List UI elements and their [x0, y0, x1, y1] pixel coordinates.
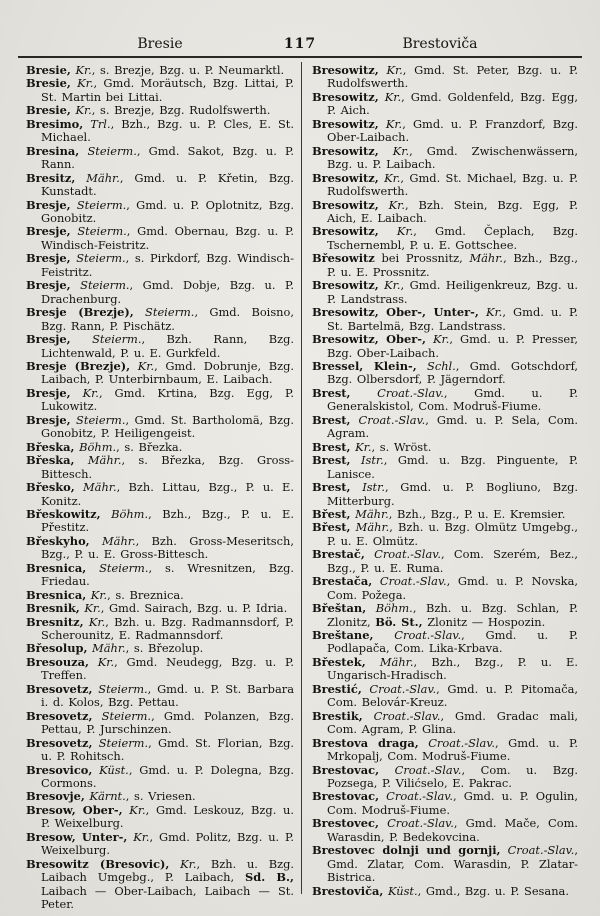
gazetteer-entry: Brestovac, Croat.-Slav., Com. u. Bzg. Pozsega, P. Vilićselo, E. Pakrac. [312, 762, 578, 791]
gazetteer-entry: Bresowitz, Ober-, Kr., Gmd. u. P. Presser, Bzg. Ober-Laibach. [312, 332, 578, 360]
catchword-left: Bresie [137, 36, 183, 52]
gazetteer-entry: Bresitz, Mähr., Gmd. u. P. Křetin, Bzg. Kunstadt. [26, 170, 294, 199]
gazetteer-entry: Bresje, Steierm., Gmd. St. Bartholomä, Bzg. Gonobitz, P. Heiligengeist. [26, 412, 294, 441]
gazetteer-entry: Bresimo, Trl., Bzh., Bzg. u. P. Cles, E. St. Michael. [26, 116, 294, 145]
gazetteer-entry: Bresowitz, Kr., Gmd. Čeplach, Bzg. Tschernembl, P. u. E. Gottschee. [312, 224, 578, 252]
gazetteer-entry: Bresje (Brezje), Steierm., Gmd. Boisno, Bzg. Rann, P. Pischätz. [26, 305, 294, 333]
gazetteer-entry: Břeskowitz, Böhm., Bzh., Bzg., P. u. E. Přestitz. [26, 506, 294, 535]
gazetteer-entry: Bresouza, Kr., Gmd. Neudegg, Bzg. u. P. Treffen. [26, 654, 294, 683]
gazetteer-entry: Bresje, Steierm., Gmd. Obernau, Bzg. u. P. Windisch-Feistritz. [26, 224, 295, 252]
gazetteer-entry: Brestača, Croat.-Slav., Gmd. u. P. Novska, Com. Požega. [312, 574, 578, 602]
gazetteer-entry: Bresje, Steierm., Gmd. u. P. Oplotnitz, Bzg. Gonobitz. [26, 197, 295, 225]
gazetteer-entry: Brestovac, Croat.-Slav., Gmd. u. P. Ogulin, Com. Modruš-Fiume. [312, 789, 579, 817]
gazetteer-entry: Bresowitz, Kr., Gmd. St. Peter, Bzg. u. P. Rudolfswerth. [312, 63, 578, 91]
gazetteer-entry: Bresowitz, Kr., Gmd. Goldenfeld, Bzg. Egg, P. Aich. [312, 89, 578, 118]
gazetteer-entry: Bresnica, Kr., s. Breznica. [26, 587, 184, 602]
gazetteer-entry: Břest, Mähr., Bzh., Bzg., P. u. E. Kremsier. [312, 506, 566, 521]
catchword-right: Brestoviča [402, 36, 478, 52]
gazetteer-entry: Bresovico, Küst., Gmd. u. P. Dolegna, Bzg. Cormons. [26, 762, 294, 791]
gazetteer-entry: Brestač, Croat.-Slav., Com. Szerém, Bez., Bzg., P. u. E. Ruma. [312, 547, 578, 575]
gazetteer-entry: Břeskyho, Mähr., Bzh. Gross-Meseritsch, Bzg., P. u. E. Gross-Bittesch. [26, 533, 294, 562]
gazetteer-entry: Bresie, Kr., s. Brezje, Bzg. u. P. Neumarktl. [26, 63, 285, 77]
gazetteer-entry: Bresovetz, Steierm., Gmd. u. P. St. Barbara i. d. Kolos, Bzg. Pettau. [26, 681, 294, 710]
gazetteer-entry: Bresovje, Kärnt., s. Vriesen. [26, 789, 196, 804]
gazetteer-entry: Brest, Istr., Gmd. u. P. Bogliuno, Bzg. Mitterburg. [312, 480, 578, 508]
gazetteer-entry: Bresowitz, Kr., Bzh. Stein, Bzg. Egg, P. Aich, E. Laibach. [312, 197, 578, 225]
gazetteer-entry: Brestik, Croat.-Slav., Gmd. Gradac mali, Com. Agram, P. Glina. [312, 708, 579, 737]
gazetteer-entry: Bresje, Steierm., Gmd. Dobje, Bzg. u. P. Drachenburg. [26, 278, 294, 306]
gazetteer-entry: Brestovec, Croat.-Slav., Gmd. Mače, Com. Warasdin, P. Bedekovcina. [312, 816, 578, 844]
gazetteer-entry: Brest, Istr., Gmd. u. Bzg. Pinguente, P. Lanisce. [312, 453, 578, 481]
right-column [312, 64, 578, 898]
gazetteer-entry: Bresie, Kr., s. Brezje, Bzg. Rudolfswerth. [26, 103, 271, 118]
gazetteer-entry: Bresnitz, Kr., Bzh. u. Bzg. Radmannsdorf, P. Scherounitz, E. Radmannsdorf. [26, 614, 294, 643]
gazetteer-entry: Bresje, Steierm., Bzh. Rann, Bzg. Lichtenwald, P. u. E. Gurkfeld. [26, 332, 294, 360]
header-rule [18, 56, 582, 58]
gazetteer-entry: Breštane, Croat.-Slav., Gmd. u. P. Podlapača, Com. Lika-Krbava. [312, 628, 579, 656]
gazetteer-entry: Bresowitz, Ober-, Unter-, Kr., Gmd. u. P. St. Bartelmä, Bzg. Landstrass. [312, 305, 578, 333]
gazetteer-entry: Brest, Croat.-Slav., Gmd. u. P. Generalskistol, Com. Modruš-Fiume. [312, 385, 578, 414]
column-divider-rule [301, 62, 302, 894]
gazetteer-entry: Brestovec dolnji und gornji, Croat.-Slav., Gmd. Zlatar, Com. Warasdin, P. Zlatar-Bistrica. [312, 843, 578, 885]
gazetteer-entry: Bresje, Steierm., s. Pirkdorf, Bzg. Windisch-Feistritz. [26, 251, 294, 279]
gazetteer-entry: Břesko, Mähr., Bzh. Littau, Bzg., P. u. E. Konitz. [26, 480, 294, 508]
gazetteer-entry: Bresow, Ober-, Kr., Gmd. Leskouz, Bzg. u. P. Weixelburg. [26, 802, 294, 831]
gazetteer-entry: Bresovetz, Steierm., Gmd. Polanzen, Bzg. Pettau, P. Jurschinzen. [26, 708, 294, 737]
gazetteer-entry: Bresowitz (Bresovic), Kr., Bzh. u. Bzg. Laibach Umgebg., P. Laibach, Sd. B., Laibach — Ober-Laibach, Laibach — St. Peter. [26, 856, 294, 912]
gazetteer-entry: Břesowitz bei Prossnitz, Mähr., Bzh., Bzg., P. u. E. Prossnitz. [312, 251, 578, 279]
running-head [0, 36, 600, 56]
gazetteer-entry: Brest, Kr., s. Wröst. [312, 439, 432, 454]
gazetteer-entry: Bresnica, Steierm., s. Wresnitzen, Bzg. Friedau. [26, 560, 295, 589]
gazetteer-entry: Brestova draga, Croat.-Slav., Gmd. u. P. Mrkopalj, Com. Modruš-Fiume. [312, 735, 578, 764]
gazetteer-entry: Břeska, Böhm., s. Březka. [26, 439, 183, 454]
gazetteer-entry: Bresowitz, Kr., Gmd. Zwischenwässern, Bzg. u. P. Laibach. [312, 143, 578, 172]
gazetteer-entry: Bresow, Unter-, Kr., Gmd. Politz, Bzg. u. P. Weixelburg. [26, 829, 294, 858]
gazetteer-entry: Bresje (Brezje), Kr., Gmd. Dobrunje, Bzg. Laibach, P. Unterbirnbaum, E. Laibach. [26, 358, 294, 387]
gazetteer-entry: Bresowitz, Kr., Gmd. Heiligenkreuz, Bzg. u. P. Landstrass. [312, 278, 578, 306]
gazetteer-entry: Brest, Croat.-Slav., Gmd. u. P. Sela, Com. Agram. [312, 412, 578, 441]
left-column [26, 64, 294, 912]
gazetteer-entry: Brestić, Croat.-Slav., Gmd. u. P. Pitomača, Com. Belovár-Kreuz. [312, 681, 578, 710]
gazetteer-entry: Bresowitz, Kr., Gmd. u. P. Franzdorf, Bzg. Ober-Laibach. [312, 116, 578, 145]
gazetteer-entry: Břeštan, Böhm., Bzh. u. Bzg. Schlan, P. Zlonitz, Bö. St., Zlonitz — Hospozin. [312, 601, 579, 629]
gazetteer-entry: Bresina, Steierm., Gmd. Sakot, Bzg. u. P. Rann. [26, 143, 294, 172]
gazetteer-entry: Břesolup, Mähr., s. Březolup. [26, 641, 204, 656]
gazetteer-entry: Bresje, Kr., Gmd. Krtina, Bzg. Egg, P. Lukowitz. [26, 385, 294, 414]
gazetteer-entry: Brestoviča, Küst., Gmd., Bzg. u. P. Sesana. [312, 883, 569, 898]
gazetteer-entry: Břestek, Mähr., Bzh., Bzg., P. u. E. Ungarisch-Hradisch. [312, 654, 578, 683]
gazetteer-entry: Bressel, Klein-, Schl., Gmd. Gotschdorf, Bzg. Olbersdorf, P. Jägerndorf. [312, 358, 578, 387]
gazetteer-entry: Bresovetz, Steierm., Gmd. St. Florian, Bzg. u. P. Rohitsch. [26, 735, 294, 764]
page-number: 117 [283, 36, 317, 52]
gazetteer-entry: Bresie, Kr., Gmd. Moräutsch, Bzg. Littai, P. St. Martin bei Littai. [26, 76, 294, 104]
gazetteer-entry: Bresnik, Kr., Gmd. Sairach, Bzg. u. P. Idria. [26, 601, 288, 616]
gazetteer-entry: Břest, Mähr., Bzh. u. Bzg. Olmütz Umgebg., P. u. E. Olmütz. [312, 520, 579, 548]
gazetteer-entry: Bresowitz, Kr., Gmd. St. Michael, Bzg. u. P. Rudolfswerth. [312, 170, 578, 199]
gazetteer-entry: Břeska, Mähr., s. Březka, Bzg. Gross-Bittesch. [26, 453, 294, 481]
